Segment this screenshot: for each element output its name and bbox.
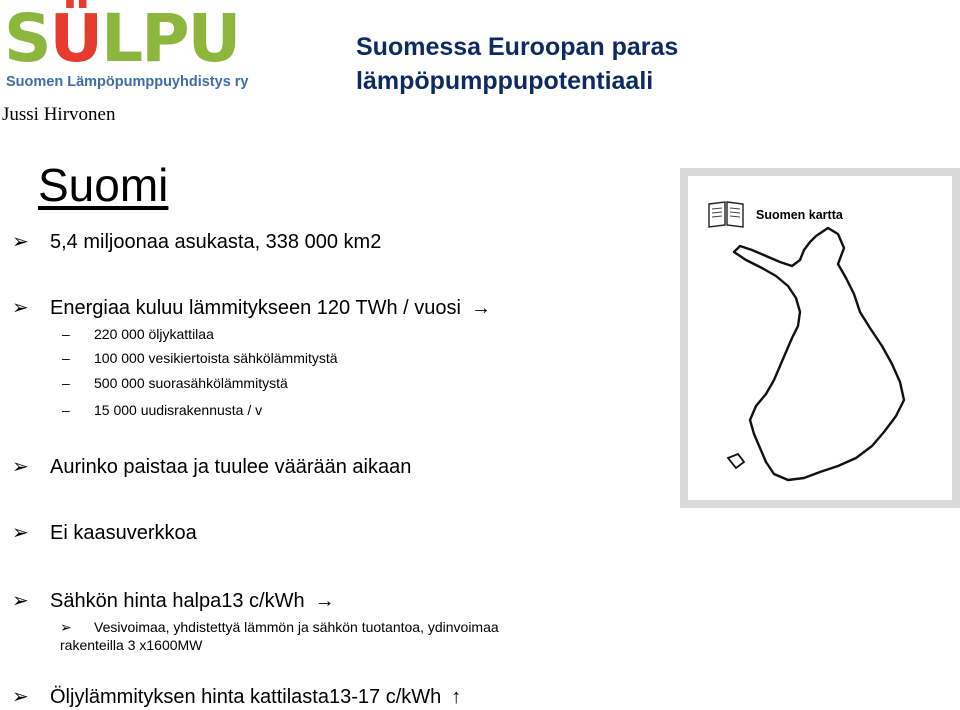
bullet-text: Öljylämmityksen hinta kattilasta13-17 c/kWh bbox=[50, 686, 442, 708]
bullet-arrow-icon: ➢ bbox=[12, 456, 29, 478]
slide-title: Suomi bbox=[38, 159, 169, 211]
dash-marker: – bbox=[62, 350, 70, 366]
bullet-arrow-icon: ➢ bbox=[12, 231, 29, 253]
up-arrow-icon: ↑ bbox=[451, 686, 462, 708]
logo-letter: L bbox=[101, 0, 142, 77]
header-title bbox=[356, 30, 678, 98]
sub-item-text: 15 000 uudisrakennusta / v bbox=[94, 402, 263, 418]
sub-item bbox=[62, 326, 214, 342]
bullet-item bbox=[12, 229, 381, 254]
bullet-text: Ei kaasuverkkoa bbox=[50, 522, 197, 544]
logo-letter: S bbox=[4, 0, 50, 77]
bullet-arrow-icon: ➢ bbox=[12, 686, 29, 708]
author-name: Jussi Hirvonen bbox=[2, 104, 116, 125]
sub-item-text: 100 000 vesikiertoista sähkölämmitystä bbox=[94, 350, 338, 366]
bullet-arrow-icon: ➢ bbox=[60, 619, 72, 635]
bullet-item bbox=[12, 684, 461, 709]
map-label: Suomen kartta bbox=[756, 208, 843, 222]
sub-item-text: 220 000 öljykattilaa bbox=[94, 326, 214, 342]
header-title-line-1: Suomessa Euroopan paras bbox=[356, 33, 679, 61]
bullet-arrow-icon: ➢ bbox=[12, 522, 29, 544]
finland-map-figure bbox=[680, 168, 960, 508]
logo-letter: U bbox=[187, 0, 240, 77]
sub-item-text: 500 000 suorasähkölämmitystä bbox=[94, 375, 288, 391]
bullet-item bbox=[12, 520, 197, 545]
sulpu-logo bbox=[4, 0, 249, 94]
sub-item-text-line-2: rakenteilla 3 x1600MW bbox=[60, 637, 203, 653]
bullet-text: 5,4 miljoonaa asukasta, 338 000 km2 bbox=[50, 231, 382, 253]
dash-marker: – bbox=[62, 326, 70, 342]
bullet-text: Aurinko paistaa ja tuulee väärään aikaan bbox=[50, 456, 412, 478]
sub-item bbox=[62, 375, 288, 391]
bullet-text: Energiaa kuluu lämmitykseen 120 TWh / vuosi bbox=[50, 297, 461, 319]
bullet-item bbox=[12, 454, 411, 479]
sub-item-text-line-1: Vesivoimaa, yhdistettyä lämmön ja sähkön tuotantoa, ydinvoimaa bbox=[94, 619, 499, 635]
right-arrow-icon: → bbox=[470, 297, 491, 319]
sub-item bbox=[60, 618, 499, 654]
logo-tagline: Suomen Lämpöpumppuyhdistys ry bbox=[6, 74, 249, 90]
bullet-item bbox=[12, 588, 335, 613]
logo-wordmark bbox=[4, 0, 240, 77]
dash-marker: – bbox=[62, 375, 70, 391]
logo-letter: P bbox=[141, 0, 188, 77]
logo-letter: Ü bbox=[49, 0, 102, 77]
bullet-arrow-icon: ➢ bbox=[12, 297, 29, 319]
dash-marker: – bbox=[62, 402, 70, 418]
bullet-arrow-icon: ➢ bbox=[12, 590, 29, 612]
header-title-line-2: lämpöpumppupotentiaali bbox=[356, 67, 654, 95]
bullet-text: Sähkön hinta halpa13 c/kWh bbox=[50, 590, 305, 612]
map-card bbox=[688, 176, 952, 500]
sub-item bbox=[62, 350, 338, 366]
right-arrow-icon: → bbox=[314, 590, 335, 612]
finland-outline-icon bbox=[688, 176, 952, 500]
sub-item bbox=[62, 402, 262, 418]
bullet-item bbox=[12, 295, 491, 320]
